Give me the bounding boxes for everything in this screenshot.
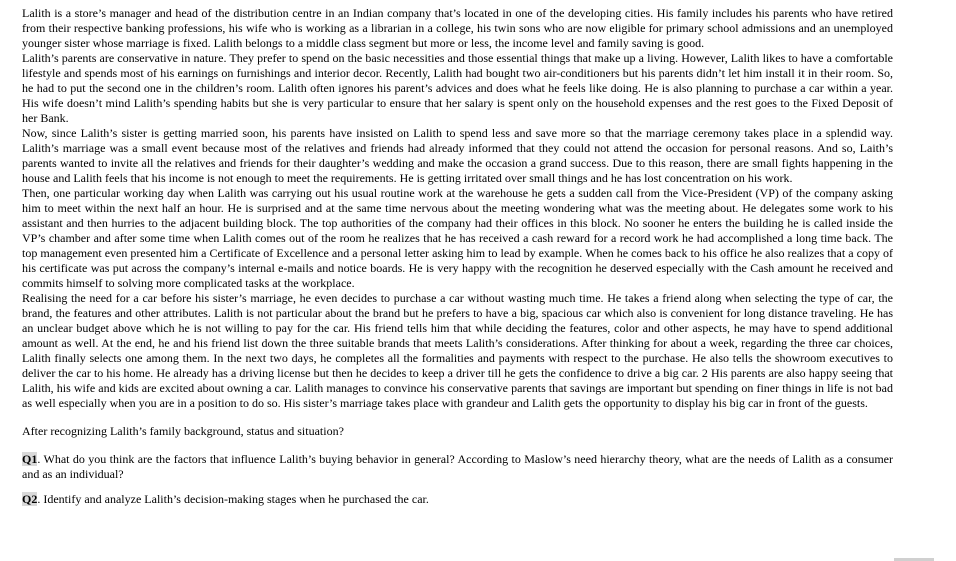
spacer: [22, 482, 893, 492]
question-1-text: . What do you think are the factors that influence Lalith’s buying behavior in general? According to Maslow’s need hierarchy theory, what are the needs of Lalith as a consumer and as an individual?: [22, 452, 893, 481]
spacer: [22, 411, 893, 424]
question-2-text: . Identify and analyze Lalith’s decision-making stages when he purchased the car.: [37, 492, 429, 506]
question-1: [22, 452, 893, 482]
case-paragraph-4: Then, one particular working day when Lalith was carrying out his usual routine work at the warehouse he gets a sudden call from the Vice-President (VP) of the company asking him to meet within the next half an hour. He is surprised and at the same time nervous about the meeting wondering what was the meeting about. He delegates some work to his assistant and then hurries to the adjacent building block. The top authorities of the company had their offices in this block. No sooner he enters the building he is called inside the VP’s chamber and after some time when Lalith comes out of the room he realizes that he has received a cash reward for a record work he had accomplished a long time back. The top management even presented him a Certificate of Excellence and a personal letter asking him to lead by example. When he comes back to his office he also realizes that a copy of his certificate was put across the company’s internal e-mails and notice boards. He is very happy with the recognition he deserved especially with the Cash amount he received and commits himself to solving more complicated tasks at the workplace.: [22, 186, 893, 290]
question-2: [22, 492, 893, 507]
case-paragraph-3: Now, since Lalith’s sister is getting married soon, his parents have insisted on Lalith to spend less and save more so that the marriage ceremony takes place in a splendid way. Lalith’s marriage was a small event because most of the relatives and friends had already informed that they could not attend the occasion for personal reasons. And so, Laith’s parents wanted to invite all the relatives and friends for their daughter’s wedding and make the occasion a grand success. Due to this reason, there are small fights happening in the house and Lalith feels that his income is not enough to meet the requirements. He is getting irritated over small things and he has lost concentration on his work.: [22, 126, 893, 185]
spacer: [22, 439, 893, 452]
case-paragraph-1: Lalith is a store’s manager and head of the distribution centre in an Indian company that’s located in one of the developing cities. His family includes his parents who have retired from their respective banking professions, his wife who is working as a librarian in a college, his twin sons who are now eligible for primary school admissions and an unemployed younger sister whose marriage is fixed. Lalith belongs to a middle class segment but more or less, the income level and family saving is good.: [22, 6, 893, 50]
case-paragraph-5: Realising the need for a car before his sister’s marriage, he even decides to purchase a car without wasting much time. He takes a friend along when selecting the type of car, the brand, the features and other attributes. Lalith is not particular about the brand but he prefers to have a big, spacious car which also is convenient for long distance traveling. He has an unclear budget above which he is not willing to pay for the car. His friend tells him that while deciding the features, color and other aspects, he may have to spend additional amount as well. At the end, he and his friend list down the three suitable brands that meets Lalith’s considerations. After thinking for about a week, regarding the three car choices, Lalith finally selects one among them. In the next two days, he completes all the formalities and payments with respect to the purchase. He also tells the showroom executives to deliver the car to his home. He already has a driving license but then he decides to keep a driver till he gets the confidence to drive a big car. 2 His parents are also happy seeing that Lalith, his wife and kids are excited about owning a car. Lalith manages to convince his conservative parents that savings are important but spending on finer things in life is not bad as well especially when you are in a position to do so. His sister’s marriage takes place with grandeur and Lalith gets the opportunity to display his big car in front of the guests.: [22, 291, 893, 410]
question-1-label: Q1: [22, 452, 38, 466]
document-page: [22, 6, 893, 507]
case-paragraph-2: Lalith’s parents are conservative in nature. They prefer to spend on the basic necessities and those essential things that make up a living. However, Lalith likes to have a comfortable lifestyle and spends most of his earnings on furnishings and interior decor. Recently, Lalith had bought two air-conditioners but his parents didn’t let him install it in their room. So, he had to put the second one in the children’s room. Lalith often ignores his parent’s advices and does what he feels like doing. He is also planning to purchase a car within a year. His wife doesn’t mind Lalith’s spending habits but she is very particular to ensure that her salary is spent only on the household expenses and the rest goes to the Fixed Deposit of her Bank.: [22, 51, 893, 125]
question-prompt: After recognizing Lalith’s family background, status and situation?: [22, 424, 344, 438]
question-2-label: Q2: [22, 492, 38, 506]
